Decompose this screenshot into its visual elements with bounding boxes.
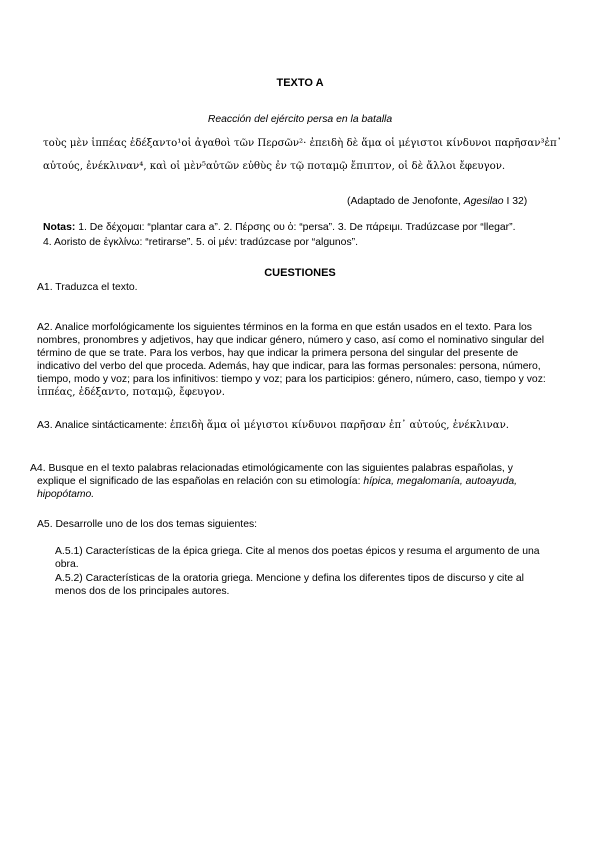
question-a3-prefix: A3. Analice sintácticamente: [37, 420, 170, 431]
question-a2-line: tiempo, modo y voz; para los infinitivos: tiempo y voz; para los participios: género, número, caso, tiempo y voz: [37, 374, 546, 385]
question-a5: A5. Desarrolle uno de los dos temas siguientes: [37, 519, 258, 530]
question-a2 [37, 321, 587, 399]
topic-a51-line-1: A.5.1) Características de la épica griega. Cite al menos dos poetas épicos y resuma el argumento de una [55, 546, 540, 557]
question-a2-line: indicativo del verbo del que proceda. Además, hay que indicar, para las formas personales: persona, número, [37, 361, 541, 372]
question-a2-line: nombres, pronombres y adjetivos, hay que indicar género, número y caso, así como el nominativo singular del [37, 335, 545, 346]
question-a4-prefix: explique el significado de las españolas en relación con su etimología: [37, 476, 364, 487]
text-a-subtitle: Reacción del ejército persa en la batalla [207, 114, 393, 125]
cuestiones-title: CUESTIONES [264, 267, 336, 279]
topic-a51-line-2: obra. [55, 559, 79, 570]
question-a1: A1. Traduzca el texto. [37, 282, 138, 293]
notes-label: Notas: [43, 222, 76, 233]
question-a3 [37, 419, 509, 432]
source-prefix: (Adaptado de Jenofonte, [347, 196, 464, 207]
question-a4 [30, 462, 517, 501]
source-suffix: I 32) [503, 196, 528, 207]
question-a4-line-1: A4. Busque en el texto palabras relacionadas etimológicamente con las siguientes palabras españolas, y [30, 463, 513, 474]
topic-a52 [55, 572, 524, 598]
topic-a51 [55, 545, 540, 571]
source-citation [347, 195, 527, 208]
question-a2-line: término de que se trate. Para los verbos, hay que indicar la primera persona del singular del presente de [37, 348, 519, 359]
greek-text-line-2: αὐτούς, ἐνέκλιναν⁴, καὶ οἱ μὲν⁵αὐτῶν εὐθὺς ἐν τῷ ποταμῷ ἔπιπτον, οἱ δὲ ἄλλοι ἔφευγον. [43, 161, 506, 172]
greek-text-line-1: τοὺς μὲν ἱππέας ἐδέξαντο¹οἱ ἀγαθοὶ τῶν Περσῶν²· ἐπειδὴ δὲ ἅμα οἱ μέγιστοι κίνδυνοι παρῆσαν³ἐπ᾽ [43, 138, 562, 149]
question-a4-line-2 [30, 475, 517, 488]
question-a4-words: hípica, megalomanía, autoayuda, [363, 476, 518, 487]
text-a-title: TEXTO A [276, 77, 324, 89]
source-work: Agesilao [463, 196, 504, 207]
notes-text-1: 1. De δέχομαι: “plantar cara a”. 2. Πέρσης ου ὁ: “persa”. 3. De πάρειμι. Tradúzcase por “llegar”. [75, 222, 516, 233]
question-a2-line: A2. Analice morfológicamente los siguientes términos en la forma en que están usados en el texto. Para los [37, 322, 532, 333]
question-a4-words-end: hipopótamo. [37, 489, 95, 500]
question-a2-greek-terms: ἱππέας, ἐδέξαντο, ποταμῷ, ἔφευγον. [37, 387, 226, 398]
question-a3-greek: ἐπειδὴ ἅμα οἱ μέγιστοι κίνδυνοι παρῆσαν ἐπ᾽ αὐτούς, ἐνέκλιναν. [169, 420, 510, 431]
topic-a52-line-1: A.5.2) Características de la oratoria griega. Mencione y defina los diferentes tipos de discurso y cite al [55, 573, 524, 584]
notes-line-1 [43, 221, 515, 234]
topic-a52-line-2: menos dos de los principales autores. [55, 586, 230, 597]
notes-line-2: 4. Aoristo de ἐγκλίνω: “retirarse”. 5. οἱ μέν: tradúzcase por “algunos”. [43, 237, 358, 248]
